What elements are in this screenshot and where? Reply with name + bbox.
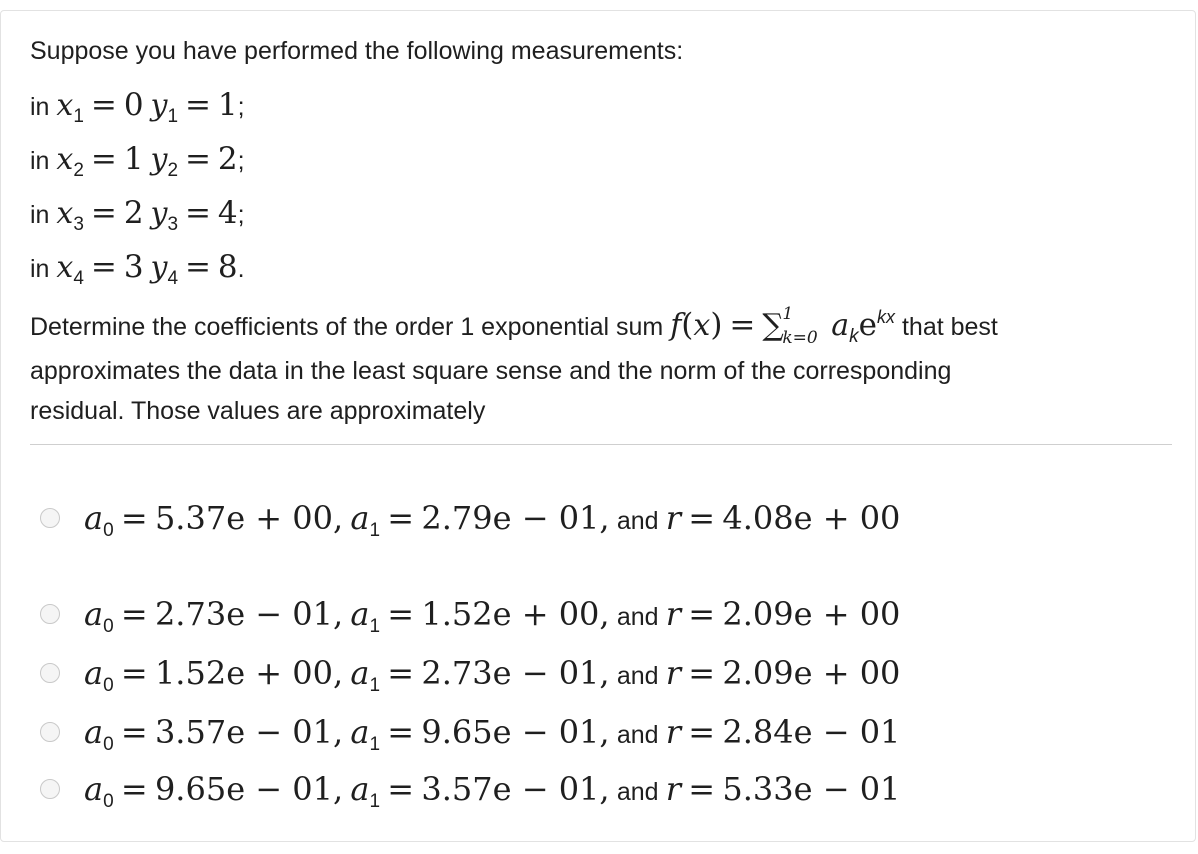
y-subscript: 2	[167, 160, 179, 181]
r-value: 5.33e − 01	[722, 770, 901, 808]
and-text: and	[616, 721, 659, 749]
a1-value: 1.52e + 00	[421, 595, 600, 633]
measurement-line-4: in $x_4 = 3$ $y_4 = 8$.	[30, 249, 245, 289]
question-line-2: approximates the data in the least square sense and the norm of the corresponding	[30, 357, 952, 385]
radio-button[interactable]	[40, 722, 60, 742]
intro-text: Suppose you have performed the following measurements:	[30, 37, 684, 65]
and-text: and	[616, 507, 659, 535]
question-text-2: that best	[901, 313, 998, 341]
question-line-1: Determine the coefficients of the order 1 exponential sum f(x) = ∑ 1 k=0 $a_ke^{kx}$ that best	[30, 304, 998, 348]
a0-value: 3.57e − 01	[154, 713, 333, 751]
line-end: ;	[237, 147, 245, 175]
y-value: 1	[217, 87, 238, 123]
question-line-3: residual. Those values are approximately	[30, 397, 486, 425]
x-value: 0	[123, 87, 144, 123]
line-end: ;	[237, 201, 245, 229]
r-value: 2.09e + 00	[722, 654, 901, 692]
question-text-1: Determine the coefficients of the order 1 exponential sum	[30, 313, 664, 341]
option-label: $a_0 = 5.37e + 00$, $a_1 = 2.79e - 01$, and r = 4.08e + 00	[84, 499, 901, 541]
y-subscript: 3	[167, 214, 179, 235]
summation: ∑ 1 k=0	[762, 304, 818, 348]
and-text: and	[616, 778, 659, 806]
y-subscript: 1	[167, 106, 179, 127]
measurement-line-1: in $x_1 = 0$ $y_1 = 1$;	[30, 87, 245, 127]
answer-option-1[interactable]	[40, 496, 900, 540]
radio-button[interactable]	[40, 508, 60, 528]
a0-value: 9.65e − 01	[154, 770, 333, 808]
x-value: 3	[123, 249, 144, 285]
a0-value: 5.37e + 00	[154, 499, 333, 537]
line-end: .	[237, 255, 245, 283]
and-text: and	[616, 662, 659, 690]
radio-button[interactable]	[40, 604, 60, 624]
radio-button[interactable]	[40, 779, 60, 799]
x-subscript: 1	[73, 106, 84, 127]
measurement-prefix: in	[30, 201, 50, 229]
option-label: $a_0 = 1.52e + 00$, $a_1 = 2.73e - 01$, and r = 2.09e + 00	[84, 654, 901, 696]
y-value: 2	[217, 141, 238, 177]
and-text: and	[616, 603, 659, 631]
r-value: 4.08e + 00	[722, 499, 901, 537]
a1-value: 2.73e − 01	[421, 654, 600, 692]
answer-option-5[interactable]	[40, 767, 900, 811]
x-subscript: 2	[73, 160, 84, 181]
x-subscript: 3	[73, 214, 84, 235]
x-value: 2	[123, 195, 144, 231]
y-subscript: 4	[167, 268, 179, 289]
measurement-line-3: in $x_3 = 2$ $y_3 = 4$;	[30, 195, 245, 235]
measurement-prefix: in	[30, 255, 50, 283]
r-value: 2.84e − 01	[722, 713, 901, 751]
divider	[30, 444, 1172, 445]
option-label: $a_0 = 3.57e - 01$, $a_1 = 9.65e - 01$, and r = 2.84e − 01	[84, 713, 901, 755]
r-value: 2.09e + 00	[722, 595, 901, 633]
measurement-line-2: in $x_2 = 1$ $y_2 = 2$;	[30, 141, 245, 181]
a1-value: 9.65e − 01	[421, 713, 600, 751]
formula: f	[670, 308, 682, 343]
radio-button[interactable]	[40, 663, 60, 683]
measurement-prefix: in	[30, 93, 50, 121]
a1-value: 3.57e − 01	[421, 770, 600, 808]
measurement-prefix: in	[30, 147, 50, 175]
a1-value: 2.79e − 01	[421, 499, 600, 537]
answer-option-3[interactable]	[40, 651, 900, 695]
option-label: $a_0 = 2.73e - 01$, $a_1 = 1.52e + 00$, and r = 2.09e + 00	[84, 595, 901, 637]
answer-option-4[interactable]	[40, 710, 900, 754]
a0-value: 1.52e + 00	[154, 654, 333, 692]
option-label: $a_0 = 9.65e - 01$, $a_1 = 3.57e - 01$, and r = 5.33e − 01	[84, 770, 901, 812]
line-end: ;	[237, 93, 245, 121]
y-value: 4	[217, 195, 238, 231]
x-subscript: 4	[73, 268, 84, 289]
a0-value: 2.73e − 01	[154, 595, 333, 633]
x-value: 1	[123, 141, 144, 177]
answer-option-2[interactable]	[40, 592, 900, 636]
y-value: 8	[217, 249, 238, 285]
